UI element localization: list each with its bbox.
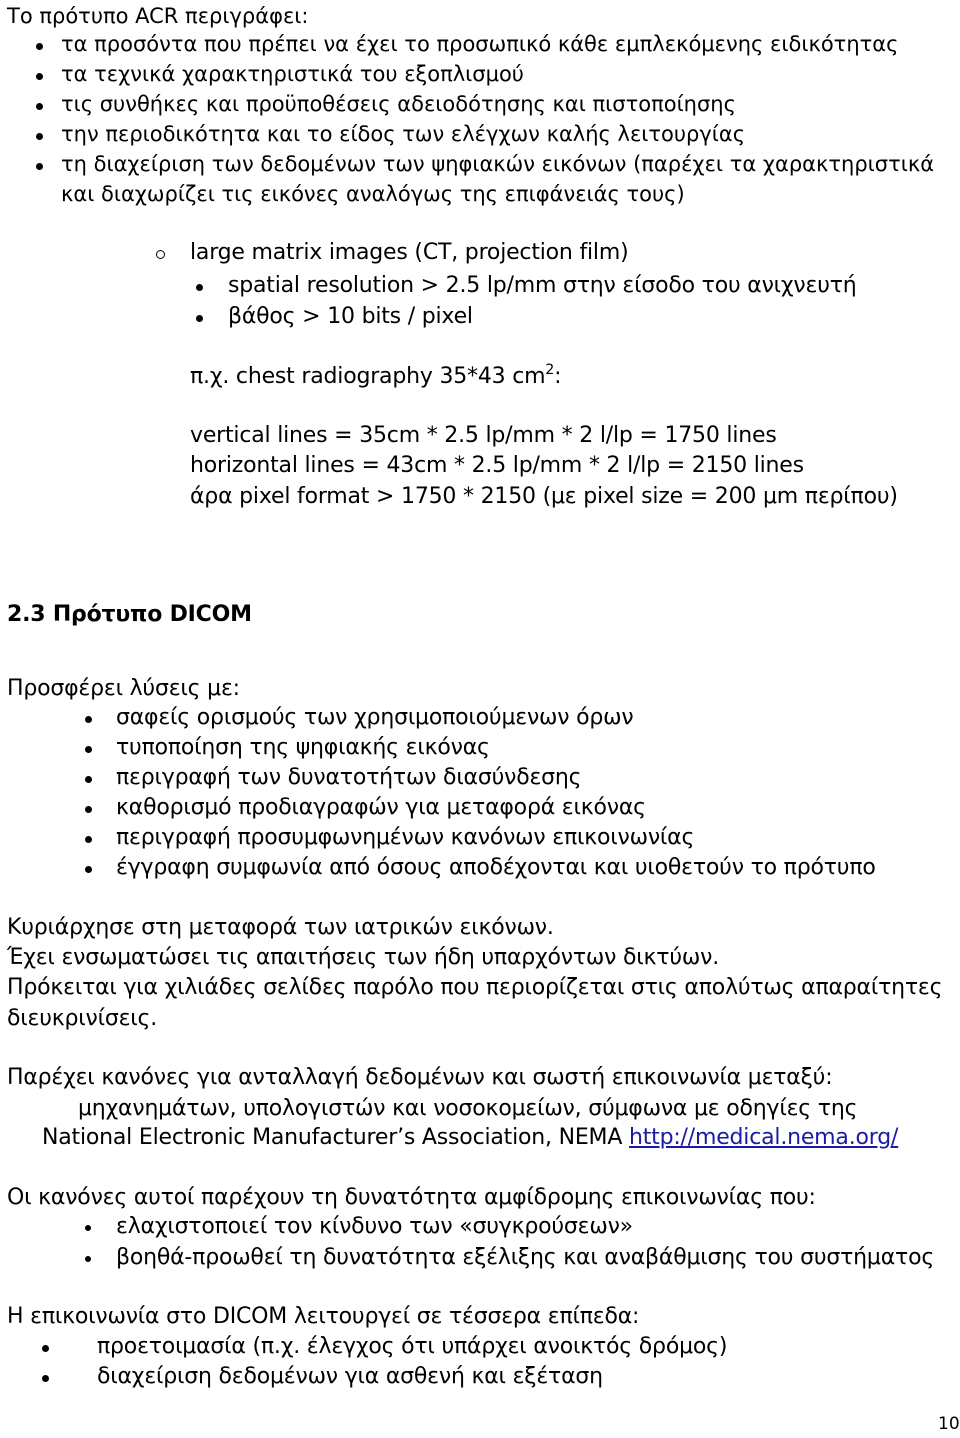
level-item: διαχείριση δεδομένων για ασθενή και εξέταση xyxy=(97,1364,603,1389)
acr-bullet: τις συνθήκες και προϋποθέσεις αδειοδότησης και πιστοποίησης xyxy=(61,92,736,116)
acr-bullet: τα προσόντα που πρέπει να έχει το προσωπικό κάθε εμπλεκόμενης ειδικότητας xyxy=(61,32,899,56)
calc-line: vertical lines = 35cm * 2.5 lp/mm * 2 l/lp = 1750 lines xyxy=(190,423,777,448)
bullet-icon xyxy=(85,806,92,813)
acr-bullet: τα τεχνικά χαρακτηριστικά του εξοπλισμού xyxy=(61,62,524,86)
bullet-icon xyxy=(85,1256,91,1262)
solution-item: έγγραφη συμφωνία από όσους αποδέχονται και υιοθετούν το πρότυπο xyxy=(116,855,876,880)
solution-item: σαφείς ορισμούς των χρησιμοποιούμενων όρων xyxy=(116,705,634,730)
solutions-intro: Προσφέρει λύσεις με: xyxy=(7,676,240,701)
bullet-icon xyxy=(85,836,92,843)
solution-item: περιγραφή των δυνατοτήτων διασύνδεσης xyxy=(116,765,582,790)
acr-bullet: τη διαχείριση των δεδομένων των ψηφιακών εικόνων (παρέχει τα χαρακτηριστικά xyxy=(61,152,935,176)
bullet-icon xyxy=(85,776,92,783)
paragraph-line: διευκρινίσεις. xyxy=(7,1006,158,1031)
acr-sub-bullet: spatial resolution > 2.5 lp/mm στην είσοδο του ανιχνευτή xyxy=(228,273,857,298)
bidir-intro: Οι κανόνες αυτοί παρέχουν τη δυνατότητα αμφίδρομης επικοινωνίας που: xyxy=(7,1185,816,1210)
bullet-icon xyxy=(36,43,43,50)
bullet-icon xyxy=(36,73,43,80)
acr-sub-bullet: βάθος > 10 bits / pixel xyxy=(228,304,473,329)
paragraph-line: Κυριάρχησε στη μεταφορά των ιατρικών εικόνων. xyxy=(7,915,554,940)
calc-line: άρα pixel format > 1750 * 2150 (με pixel size = 200 μm περίπου) xyxy=(190,484,898,509)
levels-intro: Η επικοινωνία στο DICOM λειτουργεί σε τέσσερα επίπεδα: xyxy=(7,1304,640,1329)
bullet-icon xyxy=(36,163,43,170)
bullet-icon xyxy=(85,866,92,873)
bidir-item: ελαχιστοποιεί τον κίνδυνο των «συγκρούσεων» xyxy=(116,1214,633,1239)
page-number: 10 xyxy=(938,1414,960,1434)
solution-item: καθορισμό προδιαγραφών για μεταφορά εικόνας xyxy=(116,795,646,820)
bidir-item: βοηθά-προωθεί τη δυνατότητα εξέλιξης και αναβάθμισης του συστήματος xyxy=(116,1245,935,1270)
bullet-icon xyxy=(196,284,203,291)
section-title: 2.3 Πρότυπο DICOM xyxy=(7,602,252,627)
acr-bullet-continuation: και διαχωρίζει τις εικόνες αναλόγως της επιφάνειάς τους) xyxy=(61,182,685,206)
level-item: προετοιμασία (π.χ. έλεγχος ότι υπάρχει ανοικτός δρόμος) xyxy=(97,1334,728,1359)
example-line: π.χ. chest radiography 35*43 $cm^2$: xyxy=(190,362,562,389)
bullet-icon xyxy=(42,1375,49,1382)
rules-intro: Παρέχει κανόνες για ανταλλαγή δεδομένων και σωστή επικοινωνία μεταξύ: xyxy=(7,1065,833,1090)
bullet-icon xyxy=(85,716,92,723)
bullet-icon xyxy=(42,1345,49,1352)
acr-sub-item: large matrix images (CT, projection film) xyxy=(190,240,629,265)
rules-line: μηχανημάτων, υπολογιστών και νοσοκομείων, σύμφωνα με οδηγίες της xyxy=(78,1096,858,1121)
paragraph-line: Πρόκειται για χιλιάδες σελίδες παρόλο που περιορίζεται στις απολύτως απαραίτητες xyxy=(7,975,943,1000)
bullet-icon xyxy=(36,103,43,110)
bullet-icon xyxy=(36,133,43,140)
circle-bullet-icon xyxy=(156,250,165,259)
bullet-icon xyxy=(196,315,203,322)
solution-item: τυποποίηση της ψηφιακής εικόνας xyxy=(116,735,490,760)
nema-link[interactable]: http://medical.nema.org/ xyxy=(628,1125,899,1150)
rules-line: National Electronic Manufacturer’s Association, NEMA http://medical.nema.org/ xyxy=(42,1125,899,1150)
bullet-icon xyxy=(85,746,92,753)
acr-bullet: την περιοδικότητα και το είδος των ελέγχων καλής λειτουργίας xyxy=(61,122,746,146)
bullet-icon xyxy=(85,1225,91,1231)
calc-line: horizontal lines = 43cm * 2.5 lp/mm * 2 l/lp = 2150 lines xyxy=(190,453,804,478)
paragraph-line: Έχει ενσωματώσει τις απαιτήσεις των ήδη υπαρχόντων δικτύων. xyxy=(7,945,719,970)
acr-heading: Το πρότυπο ACR περιγράφει: xyxy=(7,4,309,28)
solution-item: περιγραφή προσυμφωνημένων κανόνων επικοινωνίας xyxy=(116,825,695,850)
